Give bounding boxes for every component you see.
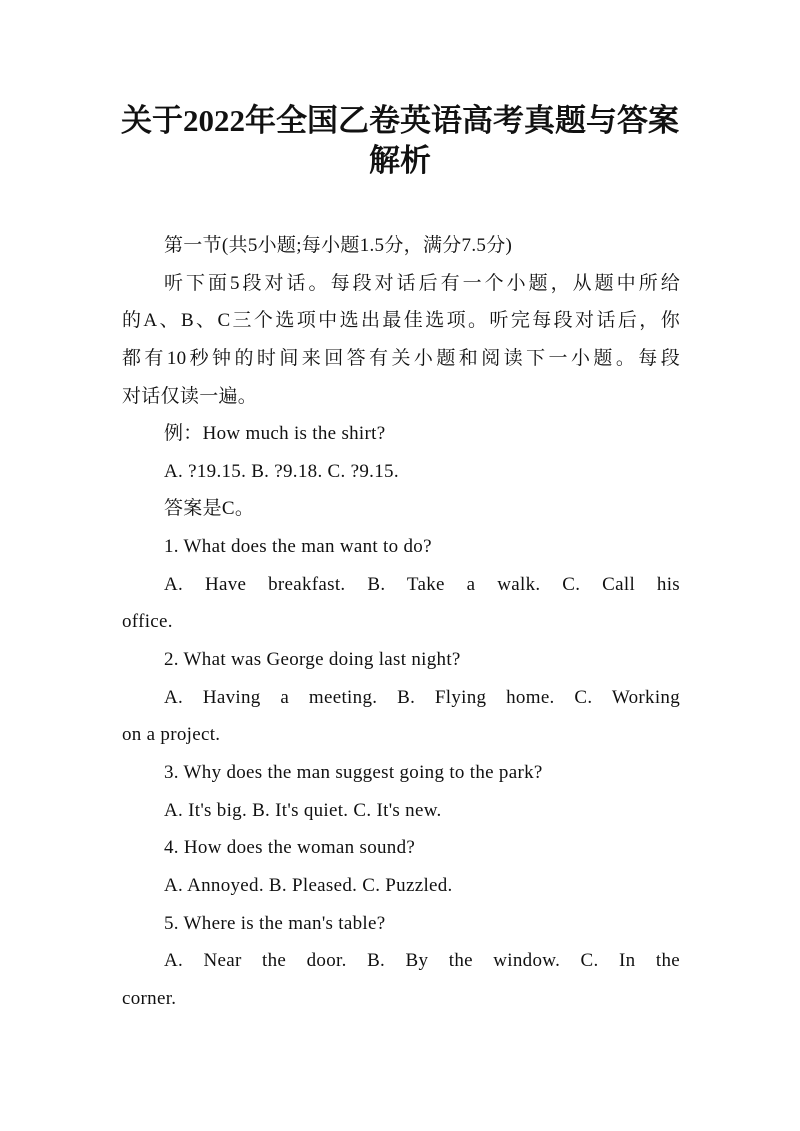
document-body [122, 227, 680, 1017]
text-line: on a project. [122, 724, 221, 746]
text-line: A. It's big. B. It's quiet. C. It's new. [164, 799, 442, 821]
text-line: 第一节(共5小题;每小题1.5分，满分7.5分) [164, 235, 513, 256]
text-line: 对话仅读一遍。 [122, 385, 258, 407]
text-line: 5. Where is the man's table? [164, 912, 386, 934]
text-line: A. ?19.15. B. ?9.18. C. ?9.15. [164, 460, 399, 482]
text-line: A. Annoyed. B. Pleased. C. Puzzled. [164, 874, 453, 896]
text-line: 的A、B、C三个选项中选出最佳选项。听完每段对话后，你 [122, 310, 680, 332]
text-line: 1. What does the man want to do? [164, 536, 432, 558]
text-line: 3. Why does the man suggest going to the park? [164, 761, 543, 783]
text-line: A. Near the door. B. By the window. C. In the [164, 950, 680, 972]
document-title-line-2: 解析 [369, 143, 431, 178]
text-line: 都有10秒钟的时间来回答有关小题和阅读下一小题。每段 [122, 347, 680, 369]
text-line: office. [122, 611, 173, 633]
text-line: corner. [122, 987, 177, 1009]
text-line: 听下面5段对话。每段对话后有一个小题，从题中所给 [164, 272, 680, 294]
text-line: A. Having a meeting. B. Flying home. C. Working [164, 686, 680, 708]
text-line: 答案是C。 [164, 498, 255, 520]
text-line: A. Have breakfast. B. Take a walk. C. Call his [164, 573, 680, 595]
text-line: 2. What was George doing last night? [164, 649, 461, 671]
document-title-line-1: 关于2022年全国乙卷英语高考真题与答案 [121, 103, 679, 138]
text-line: 4. How does the woman sound? [164, 837, 416, 859]
text-line: 例：How much is the shirt? [164, 423, 386, 445]
